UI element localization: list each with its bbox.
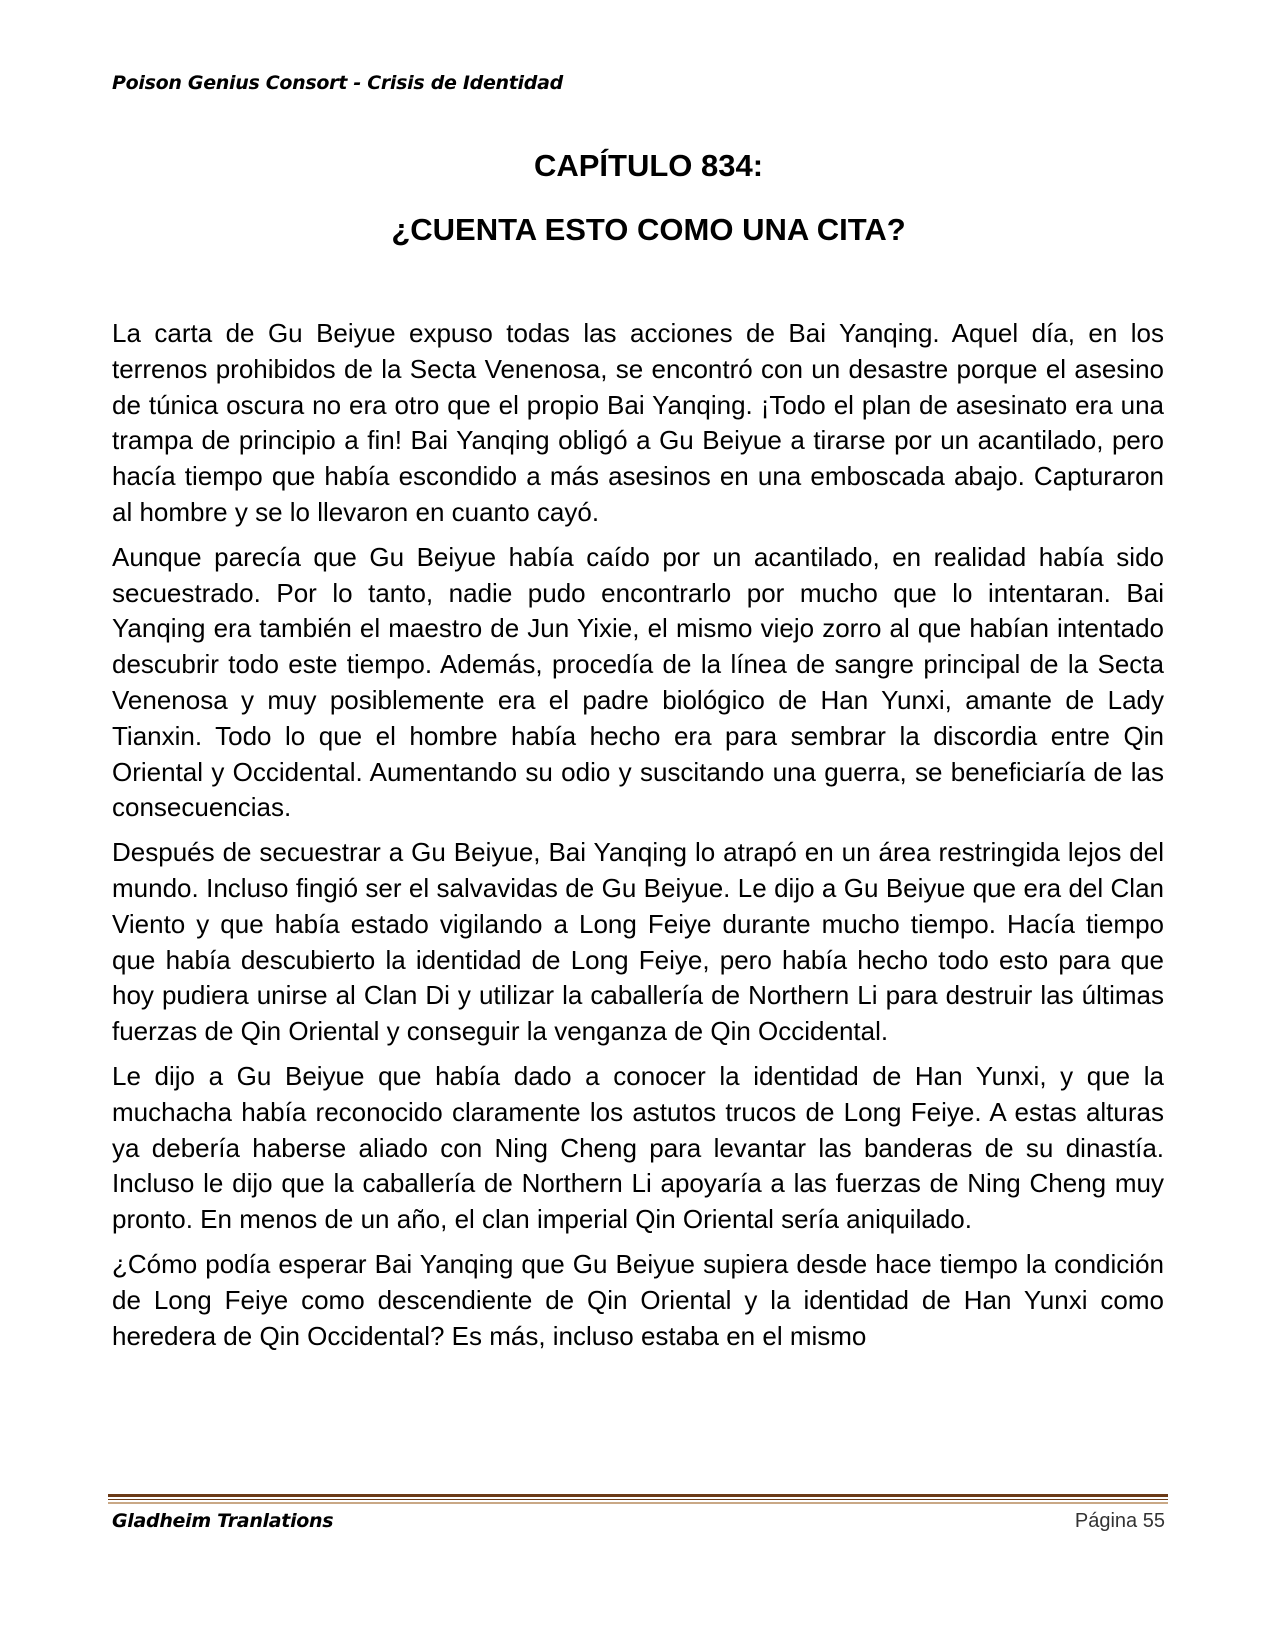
paragraph: Le dijo a Gu Beiyue que había dado a conocer la identidad de Han Yunxi, y que la muchacha había reconocido claramente los astutos trucos de Long Feiye. A estas alturas ya debería haberse aliado con Ning Cheng para levantar las banderas de su dinastía. Incluso le dijo que la caballería de Northern Li apoyaría a las fuerzas de Ning Cheng muy pronto. En menos de un año, el clan imperial Qin Oriental sería aniquilado. [112, 1060, 1164, 1235]
paragraph: ¿Cómo podía esperar Bai Yanqing que Gu Beiyue supiera desde hace tiempo la condición de Long Feiye como descendiente de Qin Oriental y la identidad de Han Yunxi como heredera de Qin Occidental? Es más, incluso estaba en el mismo [112, 1248, 1164, 1351]
page-number: 55 [1142, 1510, 1165, 1532]
paragraph: Después de secuestrar a Gu Beiyue, Bai Yanqing lo atrapó en un área restringida lejos del mundo. Incluso fingió ser el salvavidas de Gu Beiyue. Le dijo a Gu Beiyue que era del Clan Viento y que había estado vigilando a Long Feiye durante mucho tiempo. Hacía tiempo que había descubierto la identidad de Long Feiye, pero había hecho todo esto para que hoy pudiera unirse al Clan Di y utilizar la caballería de Northern Li para destruir las últimas fuerzas de Qin Oriental y conseguir la venganza de Qin Occidental. [112, 837, 1164, 1047]
chapter-title: ¿CUENTA ESTO COMO UNA CITA? [391, 212, 906, 247]
paragraph: La carta de Gu Beiyue expuso todas las acciones de Bai Yanqing. Aquel día, en los terrenos prohibidos de la Secta Venenosa, se encontró con un desastre porque el asesino de túnica oscura no era otro que el propio Bai Yanqing. ¡Todo el plan de asesinato era una trampa de principio a fin! Bai Yanqing obligó a Gu Beiyue a tirarse por un acantilado, pero hacía tiempo que había escondido a más asesinos en una emboscada abajo. Capturaron al hombre y se lo llevaron en cuanto cayó. [112, 318, 1164, 527]
running-header: Poison Genius Consort - Crisis de Identidad [112, 72, 563, 94]
page-label: Página [1074, 1510, 1138, 1532]
chapter-heading [0, 148, 1275, 248]
page-number-block [1075, 1510, 1165, 1533]
footer-divider [108, 1494, 1168, 1497]
footer-publisher: Gladheim Tranlations [112, 1510, 334, 1532]
paragraph: Aunque parecía que Gu Beiyue había caído por un acantilado, en realidad había sido secuestrado. Por lo tanto, nadie pudo encontrarlo por mucho que lo intentaran. Bai Yanqing era también el maestro de Jun Yixie, el mismo viejo zorro al que habían intentado descubrir todo este tiempo. Además, procedía de la línea de sangre principal de la Secta Venenosa y muy posiblemente era el padre biológico de Han Yunxi, amante de Lady Tianxin. Todo lo que el hombre había hecho era para sembrar la discordia entre Qin Oriental y Occidental. Aumentando su odio y suscitando una guerra, se beneficiaría de las consecuencias. [112, 541, 1164, 823]
footer-divider-thin [108, 1499, 1168, 1500]
footer-divider-light [108, 1502, 1168, 1504]
body-text [112, 316, 1164, 1363]
chapter-number: CAPÍTULO 834: [533, 148, 764, 183]
